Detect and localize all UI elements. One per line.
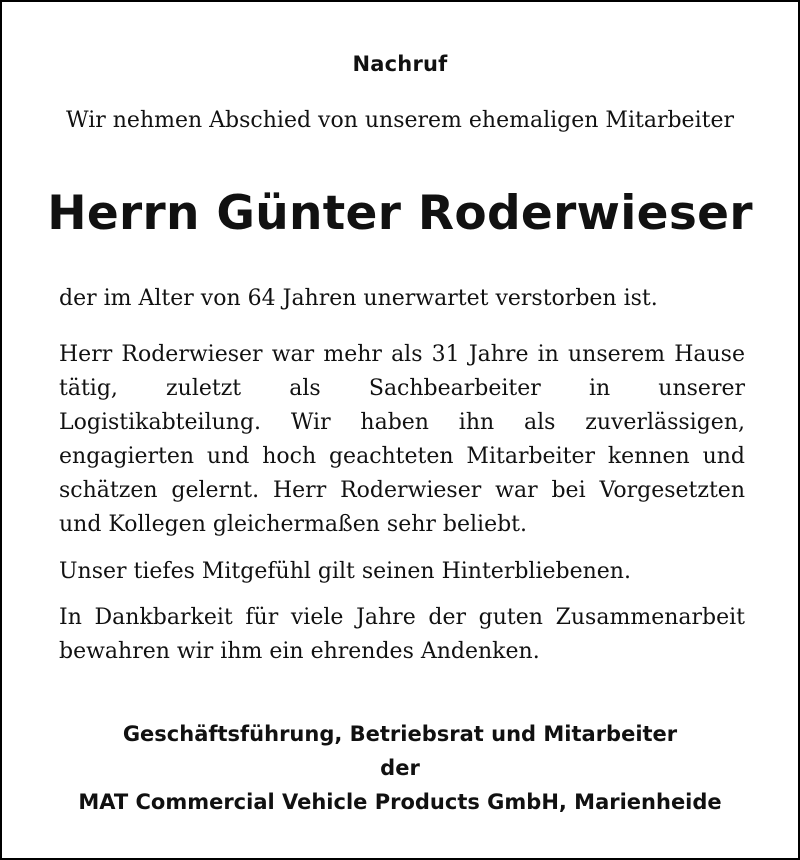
- signature-block: [2, 717, 798, 819]
- notice-heading: Nachruf: [352, 52, 448, 76]
- career-paragraph: Herr Roderwieser war mehr als 31 Jahre in unserem Hause tätig, zuletzt als Sachbearbeiter in unserer Logistikabteilung. Wir haben ihn als zuverlässigen, engagierten und hoch geachteten Mitarbeiter kennen und schätzen gelernt. Herr Roderwieser war bei Vorgesetzten und Kollegen gleichermaßen sehr beliebt.: [59, 342, 745, 537]
- signature-line-2: der: [380, 756, 420, 780]
- signature-line-1: Geschäftsführung, Betriebsrat und Mitarbeiter: [122, 722, 678, 746]
- sympathy-line: Unser tiefes Mitgefühl gilt seinen Hinterbliebenen.: [59, 559, 631, 584]
- signature-line-3: MAT Commercial Vehicle Products GmbH, Marienheide: [78, 790, 722, 814]
- age-line: der im Alter von 64 Jahren unerwartet verstorben ist.: [59, 286, 658, 311]
- intro-line: Wir nehmen Abschied von unserem ehemaligen Mitarbeiter: [65, 108, 734, 133]
- thanks-paragraph: In Dankbarkeit für viele Jahre der guten Zusammenarbeit bewahren wir ihm ein ehrendes Andenken.: [59, 605, 745, 664]
- deceased-name: Herrn Günter Roderwieser: [47, 186, 753, 241]
